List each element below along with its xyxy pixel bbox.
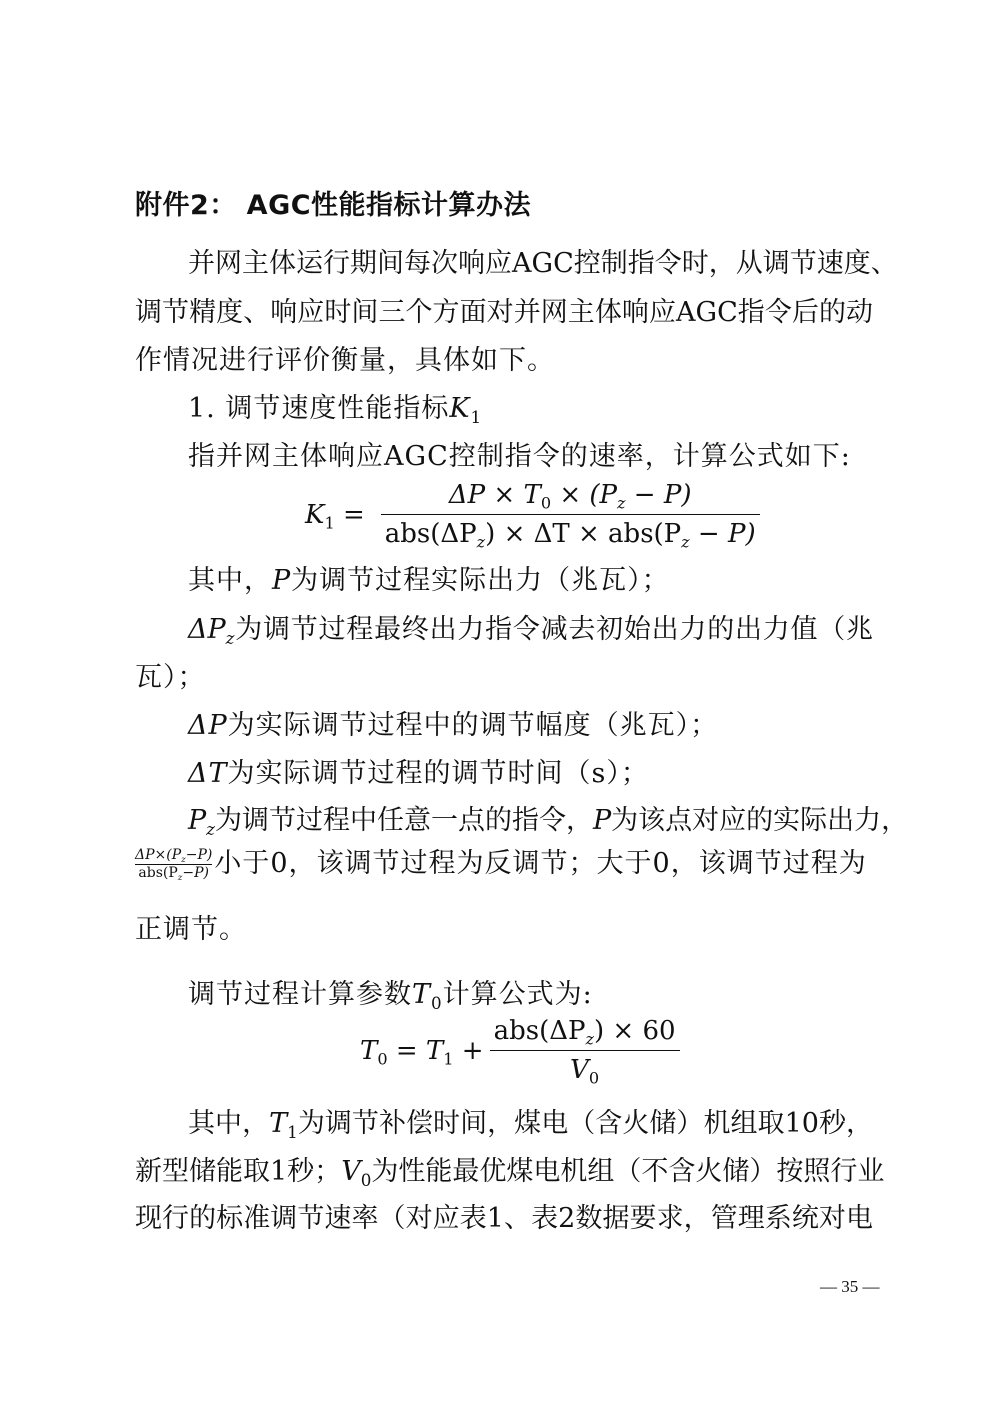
formula-k1	[305, 478, 760, 551]
intro-line-3: 作情况进行评价衡量，具体如下。	[135, 345, 555, 376]
formula-t0-denominator: $V_0$	[570, 1055, 600, 1088]
formula-t0-fraction	[490, 1014, 680, 1087]
definition-line: 指并网主体响应AGC控制指令的速率，计算公式如下:	[188, 441, 851, 472]
section-number: 1.	[188, 393, 216, 424]
formula-t0	[360, 1014, 680, 1087]
t0-intro: 调节过程计算参数$T_0$计算公式为:	[188, 979, 593, 1013]
formula-t0-lhs: $T_0 = T_1$ +	[360, 1035, 484, 1069]
def-dpz-cont: 瓦）；	[135, 662, 206, 693]
inline-ratio-denominator: $abs(P_z-P)$	[138, 865, 209, 884]
formula-k1-fraction	[381, 478, 760, 551]
section-title-text: 调节速度性能指标	[225, 393, 450, 424]
formula-t0-numerator: $abs(\Delta P_z) \times 60$	[493, 1016, 676, 1049]
intro-line-1: 并网主体运行期间每次响应AGC控制指令时，从调节速度、	[188, 248, 898, 279]
intro-line-2: 调节精度、响应时间三个方面对并网主体响应AGC指令后的动	[135, 297, 873, 328]
def-dpz: $\Delta P_z$为调节过程最终出力指令减去初始出力的出力值（兆	[188, 614, 873, 648]
def-dt: ΔT为实际调节过程的调节时间（s）；	[188, 758, 649, 789]
def-dp: ΔP为实际调节过程中的调节幅度（兆瓦）；	[188, 710, 719, 741]
tail-line-3: 现行的标准调节速率（对应表1、表2数据要求，管理系统对电	[135, 1203, 873, 1234]
k1-subscript: 1	[470, 406, 483, 427]
inline-ratio-text: 小于0，该调节过程为反调节；大于0，该调节过程为	[214, 848, 867, 879]
inline-ratio-cont: 正调节。	[135, 914, 247, 945]
inline-ratio-line	[135, 846, 867, 882]
inline-ratio-fraction	[135, 847, 212, 882]
page-number: — 35 —	[820, 1277, 880, 1296]
tail-line-1: 其中，$T_1$为调节补偿时间，煤电（含火储）机组取10秒，	[188, 1108, 874, 1142]
fraction-bar	[490, 1050, 680, 1051]
formula-k1-lhs: $K_1$ =	[305, 499, 365, 533]
section-1-title	[188, 391, 482, 427]
fraction-bar	[381, 514, 760, 515]
attachment-heading: 附件2： AGC性能指标计算办法	[135, 190, 532, 221]
tail-line-2: 新型储能取1秒；$V_0$为性能最优煤电机组（不含火储）按照行业	[135, 1156, 885, 1190]
def-pz: $P_z$为调节过程中任意一点的指令，P为该点对应的实际出力，	[188, 805, 909, 839]
k1-symbol: K	[449, 393, 471, 424]
inline-ratio-numerator: $\Delta P\times(P_z-P)$	[135, 847, 213, 866]
def-p: 其中，P为调节过程实际出力（兆瓦）；	[188, 565, 670, 596]
formula-k1-denominator: $abs(\Delta P_z) \times \Delta T \times abs(P_z - P)$	[384, 519, 756, 552]
formula-k1-numerator: $\Delta P \times T_0 \times (P_z - P)$	[448, 480, 692, 513]
